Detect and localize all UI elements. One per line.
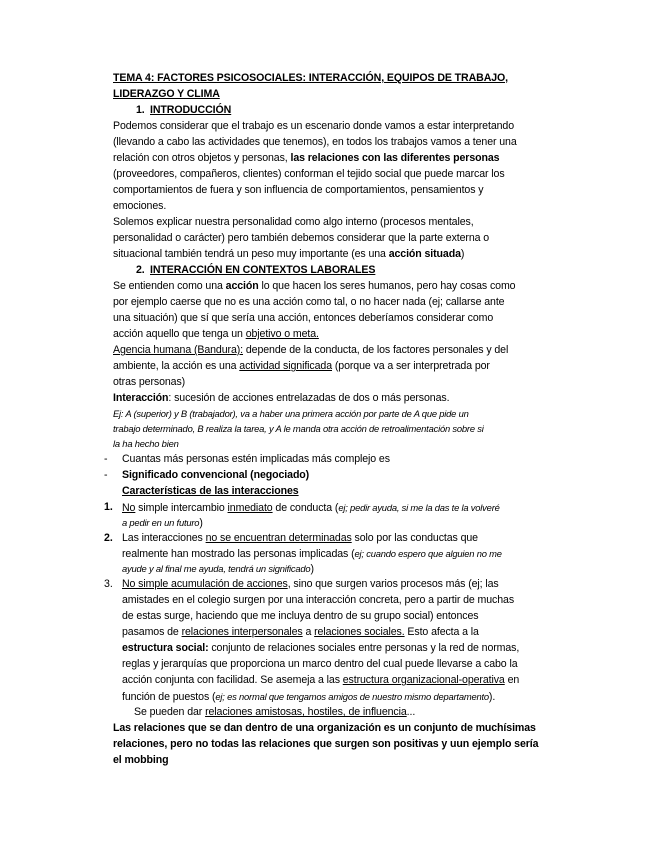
paragraph-line: (llevando a cabo las actividades que tenemos), en todos los trabajos vamos a tener una (113, 136, 517, 148)
italic-span: a pedir en un futuro (122, 517, 200, 528)
paragraph-line (113, 391, 449, 406)
list-number: 1. (104, 501, 113, 513)
text-span: simple intercambio (135, 502, 228, 514)
text-span: ambiente, la acción es una (113, 360, 240, 372)
bullet-marker: - (104, 469, 108, 481)
list-item-line: de estas surge, haciendo que me incluya dentro de su grupo social) entonces (122, 610, 479, 622)
italic-span: ej; es normal que tengamos amigos de nuestro mismo departamento (215, 691, 489, 702)
list-item-line (122, 689, 495, 705)
list-item-line: reglas y jerarquías que proporciona un marco dentro del cual puede llevarse a cabo la (122, 658, 518, 670)
text-span: Se pueden dar (134, 706, 206, 718)
section-1-number: 1. (136, 104, 145, 116)
text-span: Las interacciones (122, 532, 206, 544)
paragraph-line (113, 327, 319, 342)
bullet-item: Significado convencional (negociado) (122, 469, 310, 481)
underlined-span: relaciones sociales. (314, 626, 405, 638)
section-2-number: 2. (136, 264, 145, 276)
underlined-span: No simple acumulación de acciones (122, 578, 288, 590)
text-span: Esto afecta a la (404, 626, 479, 638)
list-item-line (134, 705, 415, 720)
example-line: trabajo determinado, B realiza la tarea, y A le manda otra acción de retroalimentación sobre si (113, 423, 484, 434)
paragraph-line: comportamientos de fuera y son influencia de comportamientos, pensamientos y (113, 184, 484, 196)
text-span: ) (460, 248, 465, 260)
example-line: Ej: A (superior) y B (trabajador), va a haber una primera acción por parte de A que pide un (113, 408, 469, 419)
closing-paragraph-line: el mobbing (113, 754, 169, 766)
section-1-heading: INTRODUCCIÓN (150, 104, 232, 116)
characteristics-heading: Características de las interacciones (122, 485, 299, 497)
text-span: a (302, 626, 315, 638)
underlined-span: estructura organizacional-operativa (342, 674, 505, 686)
underlined-span: actividad significada (239, 360, 332, 372)
paragraph-line: personalidad o carácter) pero también debemos considerar que la parte externa o (113, 232, 490, 244)
paragraph-line: por ejemplo caerse que no es una acción como tal, o no hacer nada (ej; callarse ante (113, 296, 505, 308)
text-span: ). (488, 691, 496, 703)
text-span: depende de la conducta, de los factores personales y del (243, 344, 509, 356)
text-span: : sucesión de acciones entrelazadas de dos o más personas. (168, 392, 450, 404)
underlined-span: relaciones amistosas, hostiles, de influencia (205, 706, 407, 718)
paragraph-line (113, 247, 464, 262)
paragraph-line (113, 343, 508, 358)
list-item-line (122, 546, 502, 562)
paragraph-line (113, 359, 490, 374)
text-span: Se entienden como una (113, 280, 226, 292)
list-item-line (122, 625, 479, 640)
underlined-span: relaciones interpersonales (181, 626, 303, 638)
paragraph-line: Solemos explicar nuestra personalidad como algo interno (procesos mentales, (113, 216, 474, 228)
list-item-line (122, 641, 519, 656)
text-span: solo por las conductas que (351, 532, 478, 544)
italic-span: ej; cuando espero que alguien no me (354, 548, 502, 559)
text-span: conjunto de relaciones sociales entre personas y la red de normas, (208, 642, 520, 654)
text-span: acción aquello que tenga un (113, 328, 246, 340)
text-span: realmente han mostrado las personas implicadas ( (122, 548, 355, 560)
italic-span: ej; pedir ayuda, si me la das te la volveré (338, 502, 500, 513)
closing-paragraph-line: relaciones, pero no todas las relaciones que surgen son positivas y uun ejemplo sería (113, 738, 539, 750)
list-item-line (122, 673, 519, 688)
text-span: función de puestos ( (122, 691, 216, 703)
paragraph-line (113, 151, 499, 166)
bullet-item: Cuantas más personas estén implicadas más complejo es (122, 453, 390, 465)
text-span: situacional también tendrá un peso muy importante (es una (113, 248, 389, 260)
text-span: lo que hacen los seres humanos, pero hay cosas como (258, 280, 516, 292)
paragraph-line (113, 279, 515, 294)
underlined-span: inmediato (227, 502, 273, 514)
list-item-line: amistades en el colegio surgen por una interacción concreta, pero a partir de muchas (122, 594, 515, 606)
paragraph-line: Podemos considerar que el trabajo es un escenario donde vamos a estar interpretando (113, 120, 514, 132)
paragraph-line: (proveedores, compañeros, clientes) conforman el tejido social que puede marcar los (113, 168, 505, 180)
bullet-marker: - (104, 453, 108, 465)
bold-span: acción (225, 280, 259, 292)
example-line: la ha hecho bien (113, 438, 179, 449)
bold-term: Interacción (113, 392, 169, 404)
text-span: en (504, 674, 520, 686)
text-span: ... (406, 706, 416, 718)
text-span: ) (310, 563, 314, 575)
paragraph-line: otras personas) (113, 376, 186, 388)
list-number: 2. (104, 532, 113, 544)
list-item-line (122, 500, 500, 516)
document-title-line-2: LIDERAZGO Y CLIMA (113, 88, 220, 100)
text-span: de conducta ( (272, 502, 339, 514)
closing-paragraph-line: Las relaciones que se dan dentro de una organización es un conjunto de muchísimas (113, 722, 536, 734)
underlined-span: no se encuentran determinadas (205, 532, 352, 544)
bold-term: estructura social: (122, 642, 209, 654)
document-title-line-1: TEMA 4: FACTORES PSICOSOCIALES: INTERACCIÓN, EQUIPOS DE TRABAJO, (113, 72, 509, 84)
text-span: (porque va a ser interpretrada por (332, 360, 490, 372)
list-item-line (122, 577, 499, 592)
italic-span: ayude y al final me ayuda, tendrá un significado (122, 563, 311, 574)
list-item-line (122, 531, 478, 546)
text-span: ) (199, 517, 203, 529)
list-item-line (122, 561, 314, 577)
text-span: pasamos de (122, 626, 182, 638)
text-span: , sino que surgen varios procesos más (ej; las (287, 578, 499, 590)
paragraph-line: emociones. (113, 200, 167, 212)
text-span: relación con otros objetos y personas, (113, 152, 291, 164)
list-number: 3. (104, 578, 113, 590)
underlined-span: No (122, 502, 136, 514)
bold-span: las relaciones con las diferentes personas (290, 152, 500, 164)
list-item-line (122, 515, 203, 531)
paragraph-line: una situación) que sí que sería una acción, entonces deberíamos considerar como (113, 312, 494, 324)
bold-span: acción situada (388, 248, 461, 260)
text-span: acción conjunta con facilidad. Se asemeja a las (122, 674, 343, 686)
section-2-heading: INTERACCIÓN EN CONTEXTOS LABORALES (150, 264, 376, 276)
underlined-span: objetivo o meta. (245, 328, 319, 340)
underlined-term: Agencia humana (Bandura): (113, 344, 244, 356)
